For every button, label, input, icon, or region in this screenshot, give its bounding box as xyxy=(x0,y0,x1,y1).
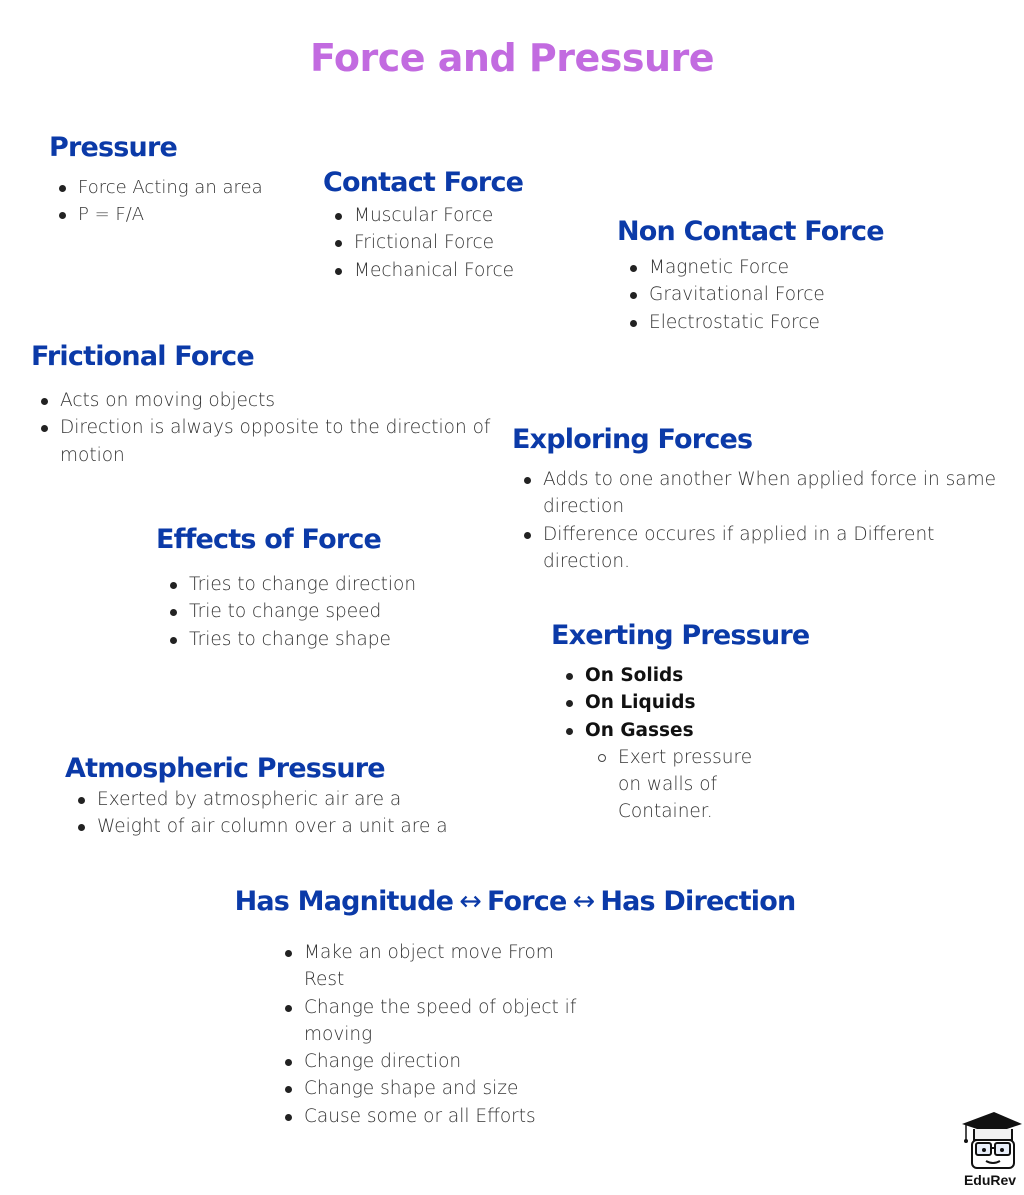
section-atmospheric-pressure xyxy=(65,751,448,841)
list-item: Muscular Force xyxy=(333,202,523,229)
force-center-heading xyxy=(0,886,1024,917)
list-item: Tries to change shape xyxy=(168,626,416,653)
section-heading: Exploring Forces xyxy=(512,424,753,455)
list-item: Make an object move From Rest xyxy=(283,939,583,994)
section-pressure xyxy=(49,130,263,229)
list-item: Force Acting an area xyxy=(57,174,263,201)
list-item: Direction is always opposite to the direction of motion xyxy=(39,414,499,469)
list-item: On Solids xyxy=(564,662,794,689)
logo-text: EduRev xyxy=(963,1172,1017,1188)
list-item: Trie to change speed xyxy=(168,598,416,625)
section-heading: Pressure xyxy=(49,132,178,163)
graduation-cap-face-icon xyxy=(956,1110,1024,1172)
section-heading: Atmospheric Pressure xyxy=(65,753,385,784)
force-label: Force xyxy=(486,886,567,917)
double-arrow-icon: ↔ xyxy=(459,886,481,917)
list-item: Adds to one another When applied force in same direction xyxy=(522,466,1017,521)
list-item: Change shape and size xyxy=(283,1075,583,1102)
list-item: Tries to change direction xyxy=(168,571,416,598)
section-non-contact-force xyxy=(617,214,884,336)
list-item: Mechanical Force xyxy=(333,257,523,284)
section-heading: Contact Force xyxy=(323,167,524,198)
list-item: On Liquids xyxy=(564,689,794,716)
list-item: Frictional Force xyxy=(333,229,523,256)
section-heading: Exerting Pressure xyxy=(551,620,810,651)
list-item: Difference occures if applied in a Different direction. xyxy=(522,521,1017,576)
list-item: Exerted by atmospheric air are a xyxy=(76,786,448,813)
section-exerting-pressure xyxy=(551,618,809,826)
list-item: Weight of air column over a unit are a xyxy=(76,813,448,840)
list-item: Electrostatic Force xyxy=(628,309,884,336)
section-force-effects-list xyxy=(283,939,583,1130)
list-item: Change the speed of object if moving xyxy=(283,994,583,1049)
list-item: Change direction xyxy=(283,1048,583,1075)
section-frictional-force xyxy=(31,339,499,469)
page-title: Force and Pressure xyxy=(309,36,715,80)
list-item: Magnetic Force xyxy=(628,254,884,281)
list-item: Cause some or all Efforts xyxy=(283,1103,583,1130)
edurev-logo xyxy=(956,1110,1024,1195)
list-item: Gravitational Force xyxy=(628,281,884,308)
section-effects-of-force xyxy=(156,522,416,653)
section-heading: Non Contact Force xyxy=(617,216,884,247)
list-item: Acts on moving objects xyxy=(39,387,499,414)
list-item: P = F/A xyxy=(57,201,263,228)
magnitude-label: Has Magnitude xyxy=(234,886,454,917)
section-heading: Frictional Force xyxy=(31,341,254,372)
section-heading: Effects of Force xyxy=(156,524,382,555)
section-contact-force xyxy=(323,165,523,284)
sub-list-item: Exert pressure on walls of Container. xyxy=(564,744,763,826)
direction-label: Has Direction xyxy=(600,886,796,917)
section-exploring-forces xyxy=(512,422,1017,575)
double-arrow-icon: ↔ xyxy=(572,886,595,917)
list-item: On Gasses xyxy=(564,717,794,744)
